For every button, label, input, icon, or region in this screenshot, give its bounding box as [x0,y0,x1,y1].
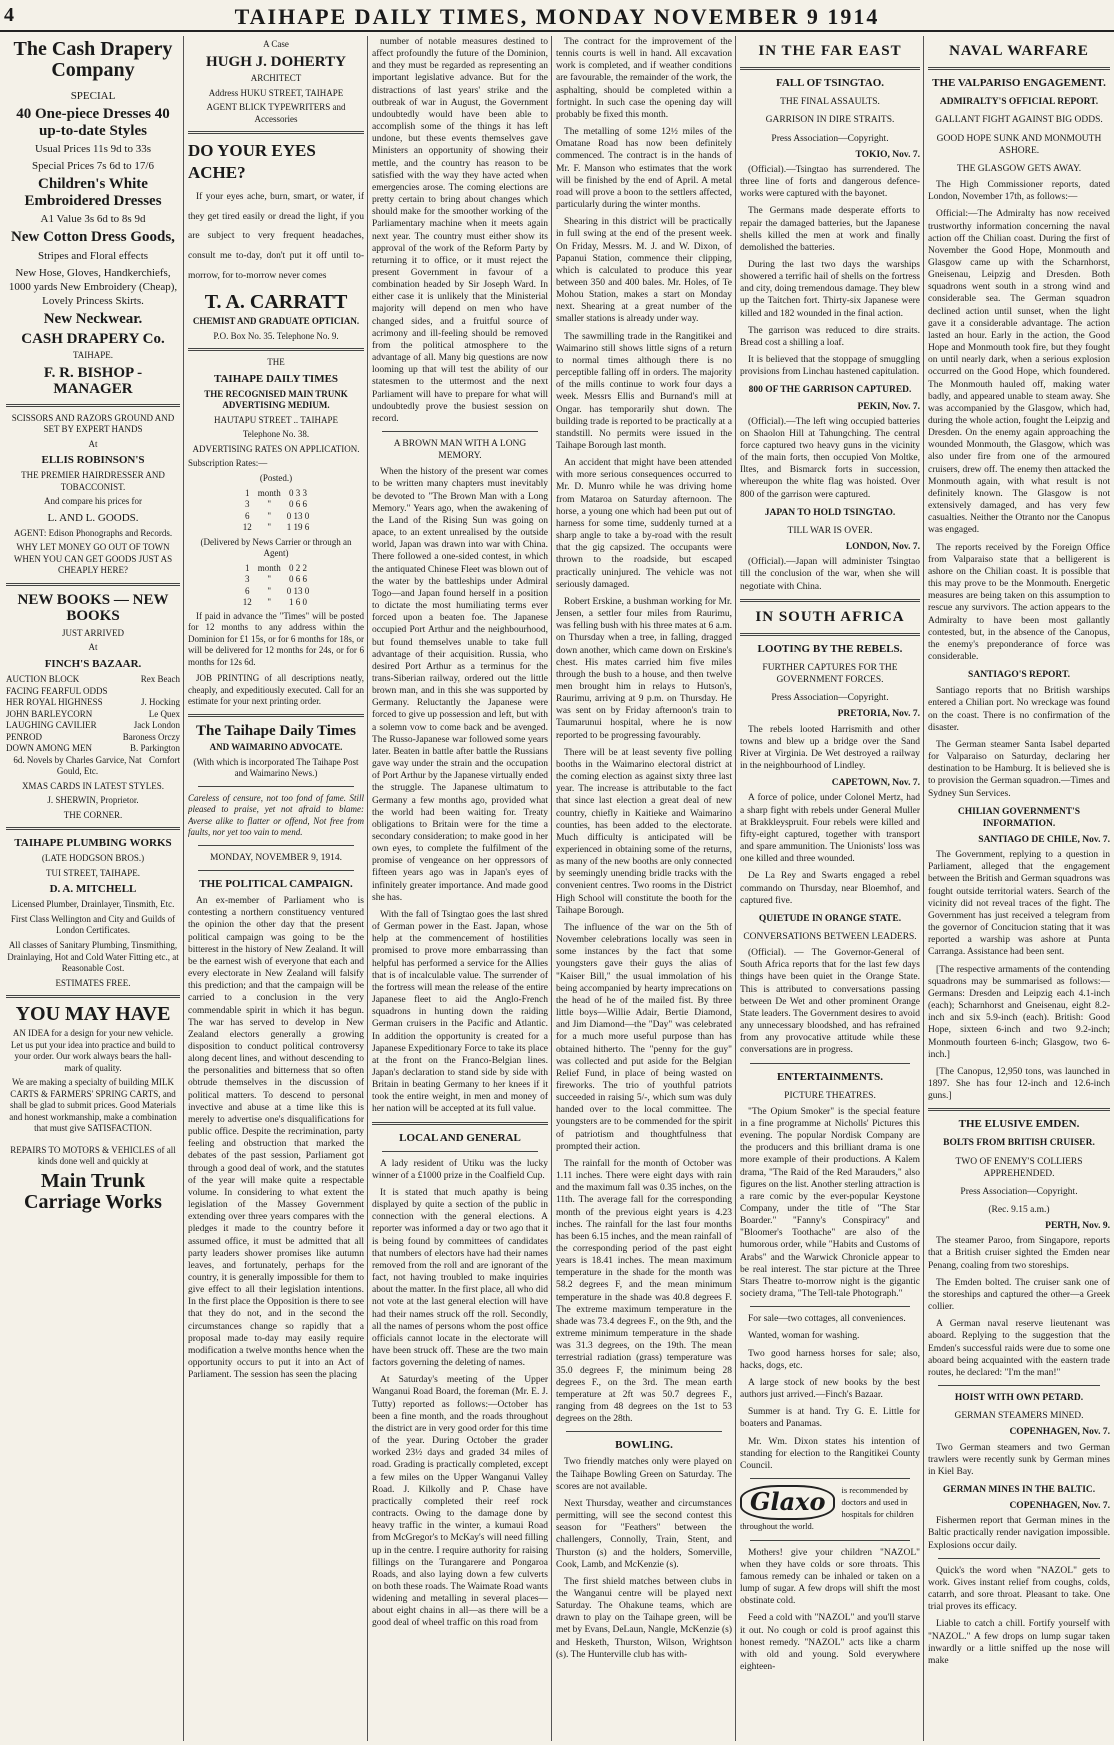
ad-heading: TAIHAPE PLUMBING WORKS [14,837,172,850]
ad-text: XMAS CARDS IN LATEST STYLES. [21,780,165,791]
rate-cell: 1 [244,562,250,573]
column-6 [928,36,1110,1741]
article-body: number of notable measures destined to affect profoundly the future of the Dominion, and they must be regarded as representing an important legislative advance. But for the distractions of last years' strike and the outbreak of war in August, the Government undoubtedly would have been able to accomplish some of the things it has left undone, but these events themselves gave Ministers an opportunity of showing their mettle, and the country has reason to be satisfied with the way they have acted when emergencies arose. The coming elections are pretty certain to bring about changes which should make for the smoother working of the Parliamentary machine when it meets again next year. The country must either show its approval of the work of the Reform Party by returning it to office, or it must reject the present Government in favour of a combination headed by Sir Joseph Ward. In either case it is unlikely that the Ministerial majority will depend on men who have changed sides, and a fruitful source of acrimony and ill-feeling should be removed from the political atmosphere to the advantage of all. Many big questions are now looming up that will test the ability of our statesmen to the uttermost and the next Parliament will have to prepare for what will undoubtedly prove the busiest session on record. [372,37,548,424]
dateline: LONDON, Nov. 7. [845,542,920,553]
rate-row [240,488,313,500]
article-body: (Official).—Tsingtao has surrendered. The three line of forts and dangerous defence-works were captured with the bayonet. [740,164,920,200]
article-headline: FALL OF TSINGTAO. [775,77,885,90]
classified-item: Two good harness horses for sale; also, hacks, dogs, etc. [740,1348,920,1371]
book-title: DOWN AMONG MEN [6,743,92,754]
ad-text: Address HUKU STREET, TAIHAPE [208,87,344,98]
ad-text: Feed a cold with "NAZOL" and you'll starve it out. No cough or cold is proof against this honest remedy. "NAZOL" acts like a charm with old and young. Sold everywhere eighteen- [740,1613,920,1673]
ad-text: AND WAIMARINO ADVOCATE. [209,742,343,753]
ad-text: New Hose, Gloves, Handkerchiefs, 1000 yards New Embroidery (Cheap), Lovely Princess Skirts. [8,266,178,308]
rate-row [240,597,313,609]
ad-text: TAIHAPE. [72,350,114,361]
article-body: (Official).—The left wing occupied batteries on Shaolon Hill at Tahungching. The central force captured two heavy guns in the vicinity of the main forts, then occupied Von Moltke, Iltes, and Bismarck forts in succession, whereupon the white flag was hoisted. Over 800 of the garrison were captured. [740,416,920,500]
ad-heading: D. A. MITCHELL [49,883,137,896]
article-subhead: GARRISON IN DIRE STRAITS. [765,115,895,126]
book-author: B. Parkington [129,743,180,754]
ad-text: We are making a specialty of building MILK CARTS & FARMERS' SPRING CARTS, and shall be glad to submit prices. Good Materials and honest workmanship, make a combination that must give SATISFACTION. [9,1077,177,1134]
article-subhead: CHILIAN GOVERNMENT'S INFORMATION. [957,806,1081,829]
ad-text: ESTIMATES FREE. [55,977,131,988]
ad-heading: F. R. BISHOP - MANAGER [43,364,143,398]
rate-cell: 1 6 0 [289,597,307,608]
rate-cell: month [257,562,281,573]
ad-heading: New Cotton Dress Goods, [11,229,175,246]
article-body: The sawmilling trade in the Rangitikei and Waimarino still shows little signs of a return to normal times although there is no perceptible falling off in orders. The majority of the mills continue to work four days a week. Messrs Ellis and Burnand's mill at Ongar. has temporarily shut down. The building trade is reported to be practically at a standstill. No permits were issued in the Taihape Borough last month. [556,331,732,451]
ad-text: L. AND L. GOODS. [47,511,139,524]
ad-text: (With which is incorporated The Taihape Post and Waimarino News.) [193,756,359,779]
column-4 [556,36,732,1741]
ad-heading: T. A. CARRATT [204,291,348,314]
article-body: [The Canopus, 12,950 tons, was launched in 1897. She has four 12-inch and 12.6-inch guns.] [928,1066,1110,1102]
article-subhead: SANTIAGO'S REPORT. [968,670,1070,681]
ad-text: is recommended by doctors and used in hospitals for children throughout the world. [740,1484,914,1532]
article-subhead: 800 OF THE GARRISON CAPTURED. [748,385,912,396]
article-body: An ex-member of Parliament who is contesting a northern constituency ventured the opinion the other day that the present political campaign was going to be the bitterest in the history of New Zealand. It will be the earnest wish of everyone that each and every electorate in New Zealand will falsify this prediction; and that the campaign will be carried to a conclusion in the very commendable spirit in which it has begun. The war has served to develop in New Zealand electors generally a growing disposition to conduct political controversy along decent lines, and without descending to the personalities and bitterness that so often obtrude themselves in the discussion of political matters. To descend to personal invective and abuse at a time like this is merely to advertise one's disqualifications for public office. Despite the recrimination, party feeling and obstruction that marked the debates of the past session, Parliament got through a good deal of work, and the statutes of the year will make quite a respectable volume. In considering to what extent the legislation of the Massey Government extending over three years compares with the pledges it made to the country before it assumed office, it must be admitted that all party leaders shower promises like autumn leaves, and fortunately, perhaps for the country, it is generally impossible for them to give effect to all their legislation intentions. In the first place the Opposition is there to see that they do not, and in the second the circumstances change so rapidly that a proposal made to-day may easily require modification a twelve months hence when the opportunity occurs to put it into an Act of Parliament. The session has seen the placing [188,896,364,1381]
ad-heading: FINCH'S BAZAAR. [44,657,142,670]
ad-text: REPAIRS TO MOTORS & VEHICLES of all kinds done well and quickly at [10,1144,176,1167]
rate-row [240,522,313,534]
article-body: Santiago reports that no British warships entered a Chilian port. No wreckage was found on the coast. There is no confirmation of the disaster. [928,686,1110,733]
article-body: The High Commissioner reports, dated London, November 17th, as follows:— [928,180,1110,203]
article-subhead: GERMAN STEAMERS MINED. [954,1411,1084,1422]
article-body: [The respective armaments of the contending squadrons may be summarised as follows:—Germans: Dresden and Leipzig each 4.1-inch (each); Scharnhorst and Gneisenau, eight 8.2-inch and six 5.9-inch (each). British: Good Hope, sixteen 6-inch and two 9.2-inch; Monmouth fourteen 6-inch; Glasgow, two 6-inch.] [928,964,1110,1060]
article-body: (Official). — The Governor-General of South Africa reports that for the last few days things have been quiet in the Orange State. This is attributed to conversations passing between De Wet and other prominent Orange State leaders. The Government desires to avoid any unnecessary bloodshed, and has refrained from any provocative attitude while these conversations are in progress. [740,948,920,1056]
book-row [6,697,180,709]
book-author: J. Hocking [141,697,180,708]
ad-heading: CASH DRAPERY Co. [21,330,165,347]
article-body: The Emden bolted. The cruiser sank one of the storeships and captured the other—a Greek collier. [928,1277,1110,1313]
ad-heading: TAIHAPE DAILY TIMES [213,372,339,385]
book-title: FACING FEARFUL ODDS [6,685,108,696]
newspaper-title: TAIHAPE DAILY TIMES, MONDAY NOVEMBER 9 1914 [234,4,880,29]
book-title: LAUGHING CAVILIER [6,720,97,731]
article-body: Official:—The Admiralty has now received trustworthy information concerning the naval action off the Chilian coast. During the first of November the Good Hope, Monmouth and Glasgow came up with the Scharnhorst, Gneisenau, Leipzig and Dresden. Both squadrons went south in a strong wind and considerable sea. The German squadron declined action until sunset, when the light gave it a considerable advantage. The action lasted an hour. Early in the action, the Good Hope and Monmouth took fire, but they fought on until nearly dark, when a serious explosion occurred on the Good Hope, which foundered. The Monmouth hauled off, making water badly, and appeared unable to steam away. She was accompanied by the Glasgow, which had, during the whole action, fought the Leipzig and Dresden. On the enemy again approaching the wounded Monmouth, the Glasgow, which was also under fire from one of the armoured cruisers, drew off. The enemy then attacked the Monmouth again, with what result is not definitely known. The Glasgow is not extensively damaged, and has very few casualties. Neither the Otranto nor the Canopus was engaged. [928,209,1110,536]
ad-text: A Case [263,39,289,49]
rate-cell: 0 3 3 [289,487,307,498]
article-body: It is believed that the stoppage of smuggling provisions from Linchau hastened capitulation. [740,355,920,378]
book-author: Jack London [133,720,180,731]
article-body: With the fall of Tsingtao goes the last shred of German power in the East. Japan, whose help at the commencement of hostilities promised to prove more embarrassing than helpful has performed a service for the Allies that is of incalculable value. The surrender of the fortress will mean the release of the entire Japanese fleet to aid the Anglo-French squadrons in hunting down the raiding German cruisers in the Pacific and Atlantic. In addition the opportunity is created for a Japanese Expeditionary Force to take its place at the front on the Franco-Belgian lines. Japan's declaration to stand side by side with Britain in beating Germany to her knees if it took the entire weight, in men and money of her nation will be accepted at its full value. [372,909,548,1115]
ad-text: Usual Prices 11s 9d to 33s [34,143,151,156]
ad-text: Special Prices 7s 6d to 17/6 [32,160,154,173]
article-body: The contract for the improvement of the tennis courts is well in hand. All excavation work is completed, and if weather conditions are favourable, the remainder of the work, the asphalting, should be completed within a fortnight. In such case the opening day will probably be fixed this month. [556,37,732,120]
article-body: The German steamer Santa Isabel departed for Valparaiso on Saturday, declaring her destination to be Hamburg. It is believed she is to provision the German squadron.—Times and Sydney Sun Services. [928,739,1110,799]
column-rule [367,36,368,1741]
wire-credit: Press Association—Copyright. [771,133,889,144]
ad-text: (Delivered by News Carrier or through an Agent) [200,536,352,559]
article-headline: LOOTING BY THE REBELS. [757,642,903,655]
article-body: It is stated that much apathy is being displayed by quite a section of the public in connection with the general elections. A reporter was informed a day or two ago that it is being found by committees of candidates that numbers of electors have had their names removed from the roll and are ignorant of the fact, not having troubled to make inquiries about the matter. In the first place, all who did not vote at the last general election will have had their names struck off the roll. Secondly, all the names of persons whom the post office officials cannot locate in the electorate will have been struck off. These are the two main factors governing the deleting of names. [372,1187,548,1369]
ad-text: (LATE HODGSON BROS.) [41,853,145,864]
ad-text: A1 Value 3s 6d to 8s 9d [40,213,146,226]
ad-heading: Main Trunk Carriage Works [24,1169,162,1213]
ad-text: Mothers! give your children "NAZOL" when they have colds or sore throats. This famous remedy can be inhaled or taken on a lump of sugar. A few drops will shift the most obstinate cold. [740,1547,920,1607]
ad-heading: The Cash Drapery Company [13,38,173,81]
article-body: The rebels looted Harrismith and other towns and blew up a bridge over the Sand River at Virginia. De Wet destroyed a railway in the neighbourhood of Lindley. [740,724,920,772]
article-body: "The Opium Smoker" is the special feature in a fine programme at Nicholls' Pictures this evening. The popular Nordisk Company are the producers and this brilliant drama is one more example of their productions. A Kalem drama, "The Raid of the Red Marauders," also figures on the list. Another sterling attraction is a rare comic by the ever-popular Keystone Company, under the title of "The Star Boarder." "Fanny's Conspiracy" and "Bloomer's Toothache" are also of the humorous order, while "Habits and Customs of Arabs" and the Warwick Chronicle appear to be real interest. The star picture at the Three Stars Theatre to-morrow night is the gigantic society drama, "The Tell-tale Photograph." [740,1106,920,1300]
ad-heading: Children's White Embroidered Dresses [24,176,162,209]
glaxo-logo: Glaxo [740,1485,835,1520]
glaxo-ad [740,1485,920,1534]
dateline: SANTIAGO DE CHILE, Nov. 7. [978,835,1110,846]
book-title: PENROD [6,731,43,742]
rate-cell: month [257,487,281,498]
ad-heading: The Taihape Daily Times [196,722,356,739]
ad-text: And compare his prices for [44,496,142,507]
article-subhead: FURTHER CAPTURES FOR THE GOVERNMENT FORCES. [762,663,898,686]
article-subhead: TWO OF ENEMY'S COLLIERS APPREHENDED. [955,1156,1083,1179]
article-subhead: TILL WAR IS OVER. [787,525,873,536]
article-body: When the history of the present war comes to be written many chapters must inevitably be devoted to "The Brown Man with a Long Memory." Years ago, when the awakening of the Land of the Rising Sun was going on apace, to an extent unrealised by the outside world, Japan was drawn into war with China. There followed a one-sided contest, in which the antiquated Chinese Fleet was blown out of the water by the battleships under Admiral Togo—and Japan found herself in a position to dictate the most humiliating terms ever forced upon a beaten foe. The Japanese occupied Port Arthur and the neighbourhood, but found themselves unable to take full advantage of their acquisition. Russia, who desired Port Arthur as a terminus for the trans-Siberian railway, ordered out the little brown man, and in this she was supported by Germany. Reluctantly the Japanese were forced to give up possession and left, but with a solemn vow to come back and be avenged. The Russo-Japanese war followed some years later. Beaten in battle after battle the Russians gave way under the strain and the occupation of Port Arthur by the Japanese virtually ended the struggle. The Japanese ultimatum to Germany a few months ago, provided what the world had been waiting for. Treaty obligations to Britain were for the time a secondary consideration; to make good in her own eyes, to complete the fulfilment of the promise of vengeance on her oppressors of fifteen years ago was in Japan's eyes of infinitely greater importance. And made good she has. [372,467,548,903]
article-body: An accident that might have been attended with more serious consequences occurred to Mr. D. Munro while he was driving home from Mataroa on Saturday afternoon. The horse, a young one which had been put out of harness for some time, suddenly turned at a sharp angle to take a by-road with the result that the gig capsized. The occupants were thrown to the roadside, but escaped practically uninjured. The vehicle was not seriously damaged. [556,458,732,590]
column-rule [735,36,736,1741]
motto: Careless of censure, not too fond of fame. Still pleased to praise, yet not afraid to blame: Averse alike to flatter or offend, Not free from faults, nor yet too vain to mend. [188,792,364,838]
ellis-robinson-ad [6,413,180,577]
section-headline: IN THE FAR EAST [758,43,902,59]
article-body: During the last two days the warships showered a terrific hail of shells on the fortress and city, doing tremendous damage. They blew up the Taitchen fort. Thirty-six Japanese were killed and 182 wounded in the final action. [740,259,920,319]
rate-cell: " [267,574,272,585]
section-headline: ENTERTAINMENTS. [776,1070,884,1083]
book-author: Baroness Orczy [122,731,180,742]
dateline: PERTH, Nov. 9. [1045,1221,1110,1232]
column-rule [923,36,924,1741]
ad-text: CHEMIST AND GRADUATE OPTICIAN. [192,316,360,327]
dateline: PRETORIA, Nov. 7. [837,709,920,720]
rate-cell: " [267,585,272,596]
rates-table-delivered [240,563,313,609]
rate-cell: 0 6 6 [289,574,307,585]
article-headline: HOIST WITH OWN PETARD. [954,1393,1084,1404]
page-number: 4 [4,4,14,26]
ad-heading: DO YOUR EYES ACHE? [188,141,316,182]
article-subhead: THE FINAL ASSAULTS. [780,97,880,108]
ad-text: At [88,438,98,449]
carriage-works-ad [6,1004,180,1213]
article-headline: THE VALPARISO ENGAGEMENT. [932,77,1106,90]
ad-text: Liable to catch a chill. Fortify yourself with "NAZOL." A few drops on lump sugar taken inwardly or a little sniffed up the nose will make [928,1619,1110,1666]
ad-text: Telephone No. 38. [242,429,310,440]
article-body: A German naval reserve lieutenant was aboard. Replying to the suggestion that the Emden's successful raids were due to some one aboard being acquainted with the eastern trade routes, he declared: "I'm the man!" [928,1319,1110,1378]
dateline: TOKIO, Nov. 7. [855,149,920,160]
article-body: The Government, replying to a question in Parliament, alleged that the engagement between the British and German squadrons was fought outside territorial waters. Search of the vicinity did not reveal traces of the fight. The Government has just received a telegram from the governor of Concitucion stating that it was reported a warship was ashore at Punta Carranga. Assistance had been sent. [928,850,1110,958]
book-row [6,674,180,686]
article-headline: A BROWN MAN WITH A LONG MEMORY. [393,439,527,462]
section-headline: LOCAL AND GENERAL [399,1131,521,1144]
rate-cell: " [267,522,272,533]
book-row [6,720,180,732]
article-body: Shearing in this district will be practically in full swing at the end of the present week. On Friday, Messrs. M. J. and W. Dixon, of Papanui Station, commence their clipping, which is calculated to produce this year between 350 and 400 bales. Mr. Holes, of Te Mohou Station, makes a start on Monday next. Shearing at a great number of the smaller stations is already under way. [556,217,732,325]
ad-text: WHY LET MONEY GO OUT OF TOWN WHEN YOU CAN GET GOODS JUST AS CHEAPLY HERE? [13,542,173,576]
rate-cell: 0 6 6 [289,499,307,510]
ad-text: THE CORNER. [63,809,123,820]
ad-text: Subscription Rates:— [188,458,268,469]
article-body: Two friendly matches only were played on the Taihape Bowling Green on Saturday. The scores are not available. [556,1457,732,1492]
book-row [6,743,180,755]
ad-text: (Posted.) [259,472,293,483]
finch-bazaar-ad [6,592,180,821]
dateline: CAPETOWN, Nov. 7. [831,778,920,789]
article-body: The rainfall for the month of October was 1.11 inches. There were eight days with rain and the maximum fall was 0.35 inches, on the 11th. The average fall for the corresponding month of the previous eight years is 4.23 inches. The rainfall for the last four months has been 6.15 inches, and the mean rainfall of the corresponding period of the past eight years is 18.41 inches. The mean maximum temperature in the shade for the month was 58.2 degrees F, and the mean minimum temperature in the shade was 40.8 degrees F. The extreme maximum temperature in the shade was 73.4 degrees F., on the 9th, and the extreme minimum temperature in the shade was 31.3 degrees, on the 19th. The mean terrestrial radiation (grass) temperature was 35.0 degrees F, the minimum being 28 degrees F., on the 3rd. The mean earth temperature at 2ft was 50.7 degrees F., ranging from 48 degrees on the 1st to 53 degrees on the 28th. [556,1158,732,1425]
rate-cell: 6 [244,510,250,521]
article-body: The metalling of some 12½ miles of the Omatane Road has now been definitely commenced. The contract is in the hands of Mr. F. Manson who estimates that the work will be finished by the end of April. A metal road will prove a boon to the settlers affected, particularly during the winter months. [556,127,732,211]
book-title: JOHN BARLEYCORN [6,708,93,719]
wire-credit: Press Association—Copyright. [960,1186,1078,1197]
section-headline: IN SOUTH AFRICA [755,608,905,625]
column-2 [188,36,364,1741]
ad-text: J. SHERWIN, Proprietor. [47,795,139,806]
book-title: AUCTION BLOCK [6,674,80,685]
classified-item: Mr. Wm. Dixon states his intention of standing for election to the Rangitikei County Council. [740,1436,920,1471]
ad-text: If paid in advance the "Times" will be posted for 12 months to any address within the Dominion for £1 15s, or for 6 months for 18s, or will be delivered for 12 months for 24s, or for 6 months for 12s 6d. [188,610,364,667]
cash-drapery-ad [6,39,180,398]
rate-cell: 0 2 2 [289,562,307,573]
article-body: The reports received by the Foreign Office from Valparaiso state that a belligerent is ashore on the Chilian coast. It is possible that this may prove to be the Monmouth. Energetic measures are being taken on this assumption to rescue any survivors. The action appears to the Admiralty to have been most gallantly contested, but, in the absence of the Canopus, the enemy's preponderance of force was considerable. [928,542,1110,662]
article-body: Next Thursday, weather and circumstances permitting, will see the second contest this season for "Feathers" between the challengers, Connolly, Train, Stent, and Thurston (s) and the holders, Somerville, Cook, Lamb, and McKenzie (s). [556,1498,732,1570]
doherty-ad [188,39,364,125]
rate-cell: 0 13 0 [286,510,310,521]
column-rule [551,36,552,1741]
ad-text: JOB PRINTING of all descriptions neatly, cheaply, and expeditiously executed. Call for an estimate for your next printing order. [188,673,364,707]
rate-cell: 12 [242,522,252,533]
ad-text: ADVERTISING RATES ON APPLICATION. [192,443,360,454]
book-title: HER ROYAL HIGHNESS [6,697,103,708]
article-subhead: THE GLASGOW GETS AWAY. [956,163,1082,174]
book-row [6,755,180,778]
book-author: Cornfort [149,754,180,765]
book-author: Le Quex [148,708,180,719]
rate-row [240,586,313,598]
rate-cell: 1 [244,487,250,498]
article-subhead: GALLANT FIGHT AGAINST BIG ODDS. [935,115,1103,126]
article-body: Robert Erskine, a bushman working for Mr. Jensen, a settler four miles from Raurimu, was felling bush with his three mates at 6 a.m. on Thursday when a tree, in falling, dragged down another, which came down on Erskine's chest. His mates carried him five miles through the bush to a house, and then twelve men brought him in relays to Hutson's, Raurimu, arriving at 9 p.m. on Thursday. He was sent on by Friday afternoon's train to Taumarunui hospital, where he is now reported to be progressing favourably. [556,596,732,741]
dateline: PEKIN, Nov. 7. [857,401,920,412]
ad-text: First Class Wellington and City and Guilds of London Certificates. [10,913,176,936]
column-3 [372,36,548,1741]
rate-row [240,563,313,575]
ad-heading: New Neckwear. [43,311,143,328]
book-row [6,709,180,721]
article-body: Two German steamers and two German trawlers were recently sunk by German mines in Kiel Bay. [928,1442,1110,1477]
rate-cell: 0 13 0 [286,585,310,596]
article-body: The Germans made desperate efforts to repair the damaged batteries, but the Japanese shells killed the men at work and finally demolished the batteries. [740,206,920,253]
article-body: At Saturday's meeting of the Upper Wanganui Road Board, the foreman (Mr. E. J. Tutty) reported as follows:—October has been a fine month, and the roads throughout the district are in very good order for this time of the year. During October the grader worked 23½ days and graded 34 miles of road. Grading is practically completed, except a few miles on the Upper Wanganui Valley Road. J. Kilkolly and P. Chase have practically completed their reef rock contracts. Owing to the damage done by heavy traffic in the winter, a kumaui Road from McGregor's to McKay's will need filling up in the centre. I require authority for raising fillings on the Turangarere and Pongaroa Roads, and also laying down a few culverts on both these roads. The Waimate Road wants widening and metalling in several places—about eight chains in all—as there will be a good deal of wheel traffic on this road from [372,1375,548,1629]
ad-text: Quick's the word when "NAZOL" gets to work. Gives instant relief from coughs, colds, catarrh, and sore throat. Pleasant to take. One trial proves its efficacy. [928,1565,1110,1613]
rate-cell: " [267,510,272,521]
article-body: Fishermen report that German mines in the Baltic practically render navigation impossible. Explosions occur daily. [928,1516,1110,1551]
article-body: The steamer Paroo, from Singapore, reports that a British cruiser sighted the Emden near Penang, coaling from two storeships. [928,1236,1110,1271]
rate-cell: " [267,597,272,608]
editorial-dateline: MONDAY, NOVEMBER 9, 1914. [210,852,342,863]
plumbing-ad [6,836,180,989]
section-headline: NAVAL WARFARE [949,43,1089,59]
article-body: De La Rey and Swarts engaged a rebel commando on Thursday, near Bloemhof, and captured five. [740,871,920,906]
book-row [6,686,180,698]
article-subhead: QUIETUDE IN ORANGE STATE. [758,913,902,924]
article-subhead: ADMIRALTY'S OFFICIAL REPORT. [939,97,1099,108]
ad-text: AN IDEA for a design for your new vehicle. Let us put your idea into practice and build to your order. Our work always bears the hall-mark of quality. [10,1028,176,1073]
ad-text: THE PREMIER HAIRDRESSER AND TOBACCONIST. [21,470,165,492]
section-headline: BOWLING. [615,1439,673,1452]
article-body: The garrison was reduced to dire straits. Bread cost a shilling a loaf. [740,325,920,348]
classified-item: Summer is at hand. Try G. E. Little for boaters and Panamas. [740,1407,920,1430]
optician-ad [188,140,364,342]
ad-heading: ELLIS ROBINSON'S [41,454,145,467]
ad-text: At [88,642,98,653]
rate-cell: " [267,499,272,510]
advocate-masthead [188,723,364,780]
article-subhead: GOOD HOPE SUNK AND MONMOUTH ASHORE. [936,133,1102,156]
book-author: Rex Beach [140,674,180,685]
column-ads-1 [6,36,180,1741]
article-body: A force of police, under Colonel Mertz, had a sharp fight with rebels under General Muller at Brakkleyspruit. Four rebels were killed and fifty-eight captured, together with transport and spare ammunition. The Unionists' loss was one killed and three wounded. [740,793,920,865]
ad-heading: YOU MAY HAVE [15,1003,171,1026]
rate-row [240,574,313,586]
rate-row [240,499,313,511]
classified-item: Wanted, woman for washing. [748,1331,860,1342]
dateline: COPENHAGEN, Nov. 7. [1009,1427,1110,1438]
article-subhead: BOLTS FROM BRITISH CRUISER. [943,1138,1095,1149]
article-subhead: CONVERSATIONS BETWEEN LEADERS. [743,931,917,942]
ad-text: SCISSORS AND RAZORS GROUND AND SET BY EXPERT HANDS [11,412,175,435]
article-body: A lady resident of Utiku was the lucky winner of a £1000 prize in the Coalfield Cup. [372,1158,548,1181]
ad-text: SPECIAL [70,90,116,102]
rates-table-posted [240,488,313,534]
article-body: The influence of the war on the 5th of November celebrations locally was seen in some instances by the fact that some youngsters gave their guys the alias of "Kaiser Bill," the usual immolation of his being accompanied by hearty imprecations on the head of he of the mailed fist. By three little boys—Willie Adair, Bertie Diamond, and Jim Diamond—the "Day" was celebrated for a much more useful purpose than has obtained hitherto. The "penny for the guy" was collected and put aside for the Belgian Relief Fund, in place of being wasted on fireworks. The trio of youthful patriots succeeded in raising 5/-, which sum was duly handed over to the local committee. The youngsters are to be commended for the spirit of patriotism and thoughtfulness that prompted their action. [556,922,732,1152]
article-headline: THE ELUSIVE EMDEN. [958,1118,1080,1131]
masthead [0,0,1114,32]
ad-text: Stripes and Floral effects [37,249,149,262]
article-subhead: PICTURE THEATRES. [784,1090,876,1101]
book-row [6,732,180,744]
rate-cell: 3 [244,574,250,585]
ad-text: If your eyes ache, burn, smart, or water, if they get tired easily or dread the light, if you are subject to very frequent headaches, consult me to-day, don't put it off until to-morrow, for to-morrow never comes [188,191,364,282]
column-5 [740,36,920,1741]
ad-text: THE RECOGNISED MAIN TRUNK ADVERTISING MEDIUM. [204,388,348,411]
rate-cell: 1 19 6 [286,522,310,533]
book-title: 6d. Novels by Charles Garvice, Nat Gould, Etc. [13,754,142,777]
ad-heading: HUGH J. DOHERTY [206,53,346,70]
ad-text: All classes of Sanitary Plumbing, Tinsmithing, Drainlaying, Hot and Cold Water Fitting etc., at Reasonable Cost. [7,939,179,974]
dateline: COPENHAGEN, Nov. 7. [1009,1501,1110,1512]
rate-cell: 3 [244,499,250,510]
rate-cell: 6 [244,585,250,596]
wire-credit: Press Association—Copyright. [771,693,889,704]
ad-text: TUI STREET, TAIHAPE. [46,867,140,878]
classified-item: A large stock of new books by the best authors just arrived.—Finch's Bazaar. [740,1377,920,1401]
book-list [6,674,180,778]
classified-item: For sale—two cottages, all conveniences. [748,1314,906,1325]
ad-text: JUST ARRIVED [61,627,125,638]
article-headline: THE POLITICAL CAMPAIGN. [199,878,353,891]
rate-cell: 12 [242,597,252,608]
article-body: The first shield matches between clubs in the Wanganui centre will be played next Saturday. The Ohakune teams, which are drawn to play on the Taihape green, will be met by Evans, DeLaun, Nangle, McKenzie (s) and Hesketh, Thurston, Wilson, Wrightson (s). The Hunterville club has with- [556,1576,732,1660]
article-headline: GERMAN MINES IN THE BALTIC. [942,1484,1096,1495]
ad-text: AGENT: Edison Phonographs and Records. [13,527,173,538]
column-rule [183,36,184,1741]
article-body: (Official).—Japan will administer Tsingtao till the conclusion of the war, when she will negotiate with China. [740,557,920,592]
ad-text: THE [267,357,285,368]
ad-heading: 40 One-piece Dresses 40 up-to-date Styles [16,106,170,139]
article-subhead: JAPAN TO HOLD TSINGTAO. [764,507,896,518]
ad-text: P.O. Box No. 35. Telephone No. 9. [213,330,339,341]
ad-text: ARCHITECT [250,73,302,84]
ad-text: HAUTAPU STREET .. TAIHAPE [214,414,338,425]
wire-credit: (Rec. 9.15 a.m.) [988,1205,1050,1215]
ad-heading: NEW BOOKS — NEW BOOKS [17,591,169,625]
ad-text: AGENT BLICK TYPEWRITERS and Accessories [206,102,346,124]
article-body: There will be at least seventy five polling booths in the Waimarino electoral district at the coming election as against sixty three last year. The increase is attributable to the fact that since last election a great deal of new country, chiefly in Kaitieke and Waimarino counties, has been added to the electorate. Much difficulty is anticipated will be experienced in obtaining some of the returns, as many of the new booths are only connected by seemingly unending bridle tracks with the convenient centres. Two rooms in the District High School will constitute the booth for the Taihape Borough. [556,747,732,916]
rate-row [240,511,313,523]
newspaper-rates-ad [188,357,364,707]
ad-text: Licensed Plumber, Drainlayer, Tinsmith, Etc. [11,899,175,910]
